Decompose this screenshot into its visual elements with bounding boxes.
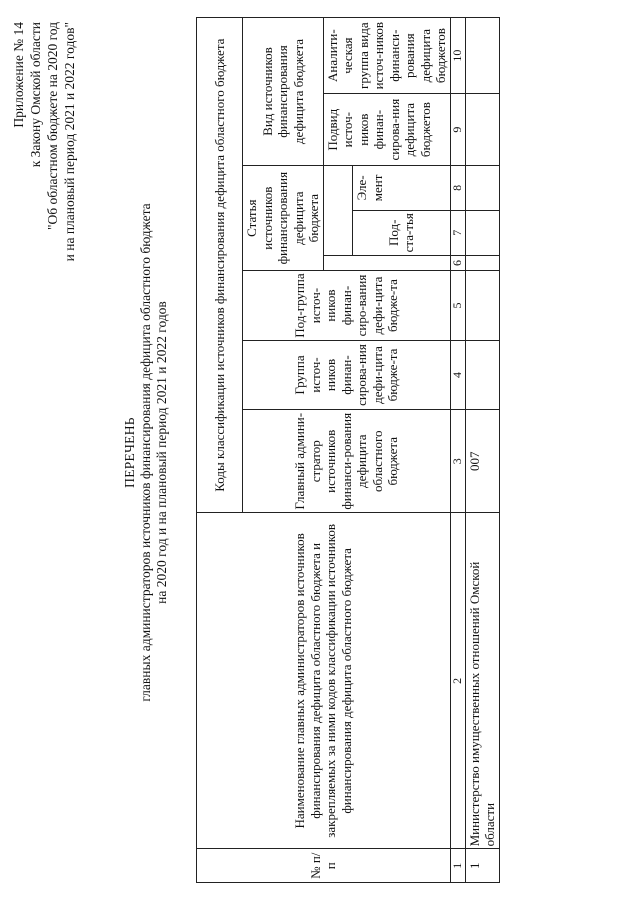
column-number: 9 [450, 94, 465, 166]
header-codes: Коды классификации источников финансирования дефицита областного бюджета [197, 18, 243, 513]
row-subkind [465, 94, 499, 166]
header-col6 [323, 255, 450, 271]
column-number: 5 [450, 271, 465, 340]
row-subarticle [465, 210, 499, 255]
header-group: Группа источ-ников финан-сирова-ния дефи-цита бюдже-та [243, 340, 451, 409]
appendix-number: Приложение № 14 [11, 22, 26, 128]
row-num: 1 [465, 849, 499, 883]
row-name: Министерство имущественных отношений Омской области [465, 513, 499, 849]
administrators-table [196, 17, 500, 883]
row-analytic [465, 18, 499, 94]
header-admin: Главный админи-стратор источников финанси-рования дефицита областного бюджета [243, 410, 451, 513]
column-number: 6 [450, 255, 465, 271]
header-article: Статья источников финансирования дефицита бюджета [243, 166, 324, 271]
title-line-2: на 2020 год и на плановый период 2021 и 2022 годов [154, 301, 169, 604]
row-admin-code: 007 [465, 410, 499, 513]
appendix-law-title: "Об областном бюджете на 2020 год [45, 22, 60, 230]
row-element [465, 166, 499, 211]
header-num: № п/п [197, 849, 451, 883]
title-heading: ПЕРЕЧЕНЬ [122, 417, 137, 488]
column-number: 4 [450, 340, 465, 409]
header-subkind: Подвид источ-ников финан-сирова-ния дефицита бюджетов [323, 94, 450, 166]
header-subarticle: Под-ста-тья [353, 210, 450, 255]
appendix-note [10, 22, 78, 422]
appendix-law-period: и на плановый период 2021 и 2022 годов" [62, 22, 77, 262]
row-group [465, 340, 499, 409]
header-subgroup: Под-группа источ-ников финан-сиро-вания дефи-цита бюдже-та [243, 271, 451, 340]
title-line-1: главных администраторов источников финансирования дефицита областного бюджета [138, 203, 153, 702]
column-number: 8 [450, 166, 465, 211]
column-number: 3 [450, 410, 465, 513]
document-title [122, 0, 170, 905]
header-analytic: Аналити-ческая группа вида источ-ников финанси-рования дефицита бюджетов [323, 18, 450, 94]
header-article-spacer [323, 166, 353, 256]
row-col6 [465, 255, 499, 271]
column-number: 10 [450, 18, 465, 94]
header-kind: Вид источников финансирования дефицита бюджета [243, 18, 324, 166]
row-subgroup [465, 271, 499, 340]
appendix-law: к Закону Омской области [28, 22, 43, 168]
header-element: Эле-мент [353, 166, 450, 211]
column-number: 7 [450, 210, 465, 255]
column-number: 2 [450, 513, 465, 849]
header-name: Наименование главных администраторов источников финансирования дефицита областного бюджета и закрепляемых за ними кодов классификации источников финансирования дефицита областного бюджета [197, 513, 451, 849]
table-row [465, 18, 499, 883]
column-number: 1 [450, 849, 465, 883]
